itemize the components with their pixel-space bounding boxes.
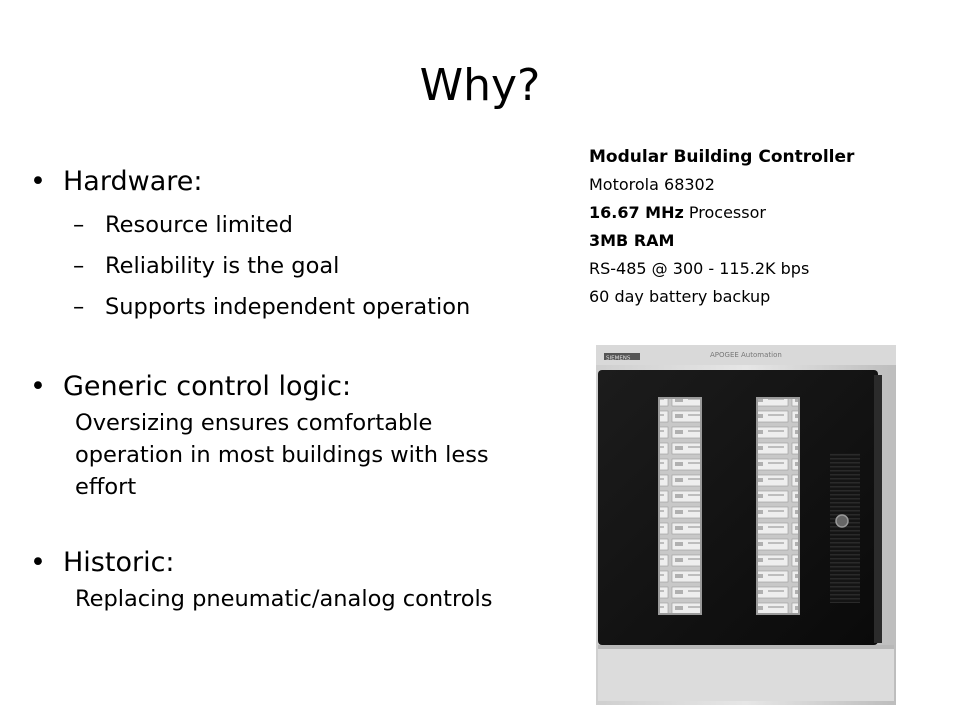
spec-ram: 3MB RAM [589,231,675,250]
lock-icon [836,515,848,527]
bullet-hardware [30,165,590,199]
bullet-label: Hardware: [63,166,203,197]
bullet-label: Historic: [63,547,175,578]
sub-bullet: – Resource limited [73,212,293,238]
bullet-list [30,165,590,615]
bullet-historic [30,546,590,580]
bullet-dot: • [30,166,46,197]
brand-label: SIEMENS [606,355,631,362]
bullet-dot: • [30,547,46,578]
controller-image [590,345,900,705]
spec-title: Modular Building Controller [589,147,855,167]
controller-base [598,645,894,701]
bullet-label: Generic control logic: [63,371,352,402]
bullet-paragraph: Oversizing ensures comfortable operation in most buildings with less effort [75,410,489,500]
spec-serial: RS-485 @ 300 - 115.2K bps [589,259,810,278]
slide-title: Why? [419,60,541,111]
spec-speed: 16.67 MHz Processor [589,203,766,222]
controller-specs [589,143,929,311]
vent-grille [830,453,860,603]
model-label: APOGEE Automation [710,351,782,359]
bullet-dot: • [30,371,46,402]
spec-battery: 60 day battery backup [589,287,771,306]
sub-bullet: – Reliability is the goal [73,253,340,279]
sub-bullet: – Supports independent operation [73,294,471,320]
bullet-paragraph: Replacing pneumatic/analog controls [75,586,493,612]
spec-cpu: Motorola 68302 [589,175,715,194]
bullet-generic-control [30,370,590,404]
